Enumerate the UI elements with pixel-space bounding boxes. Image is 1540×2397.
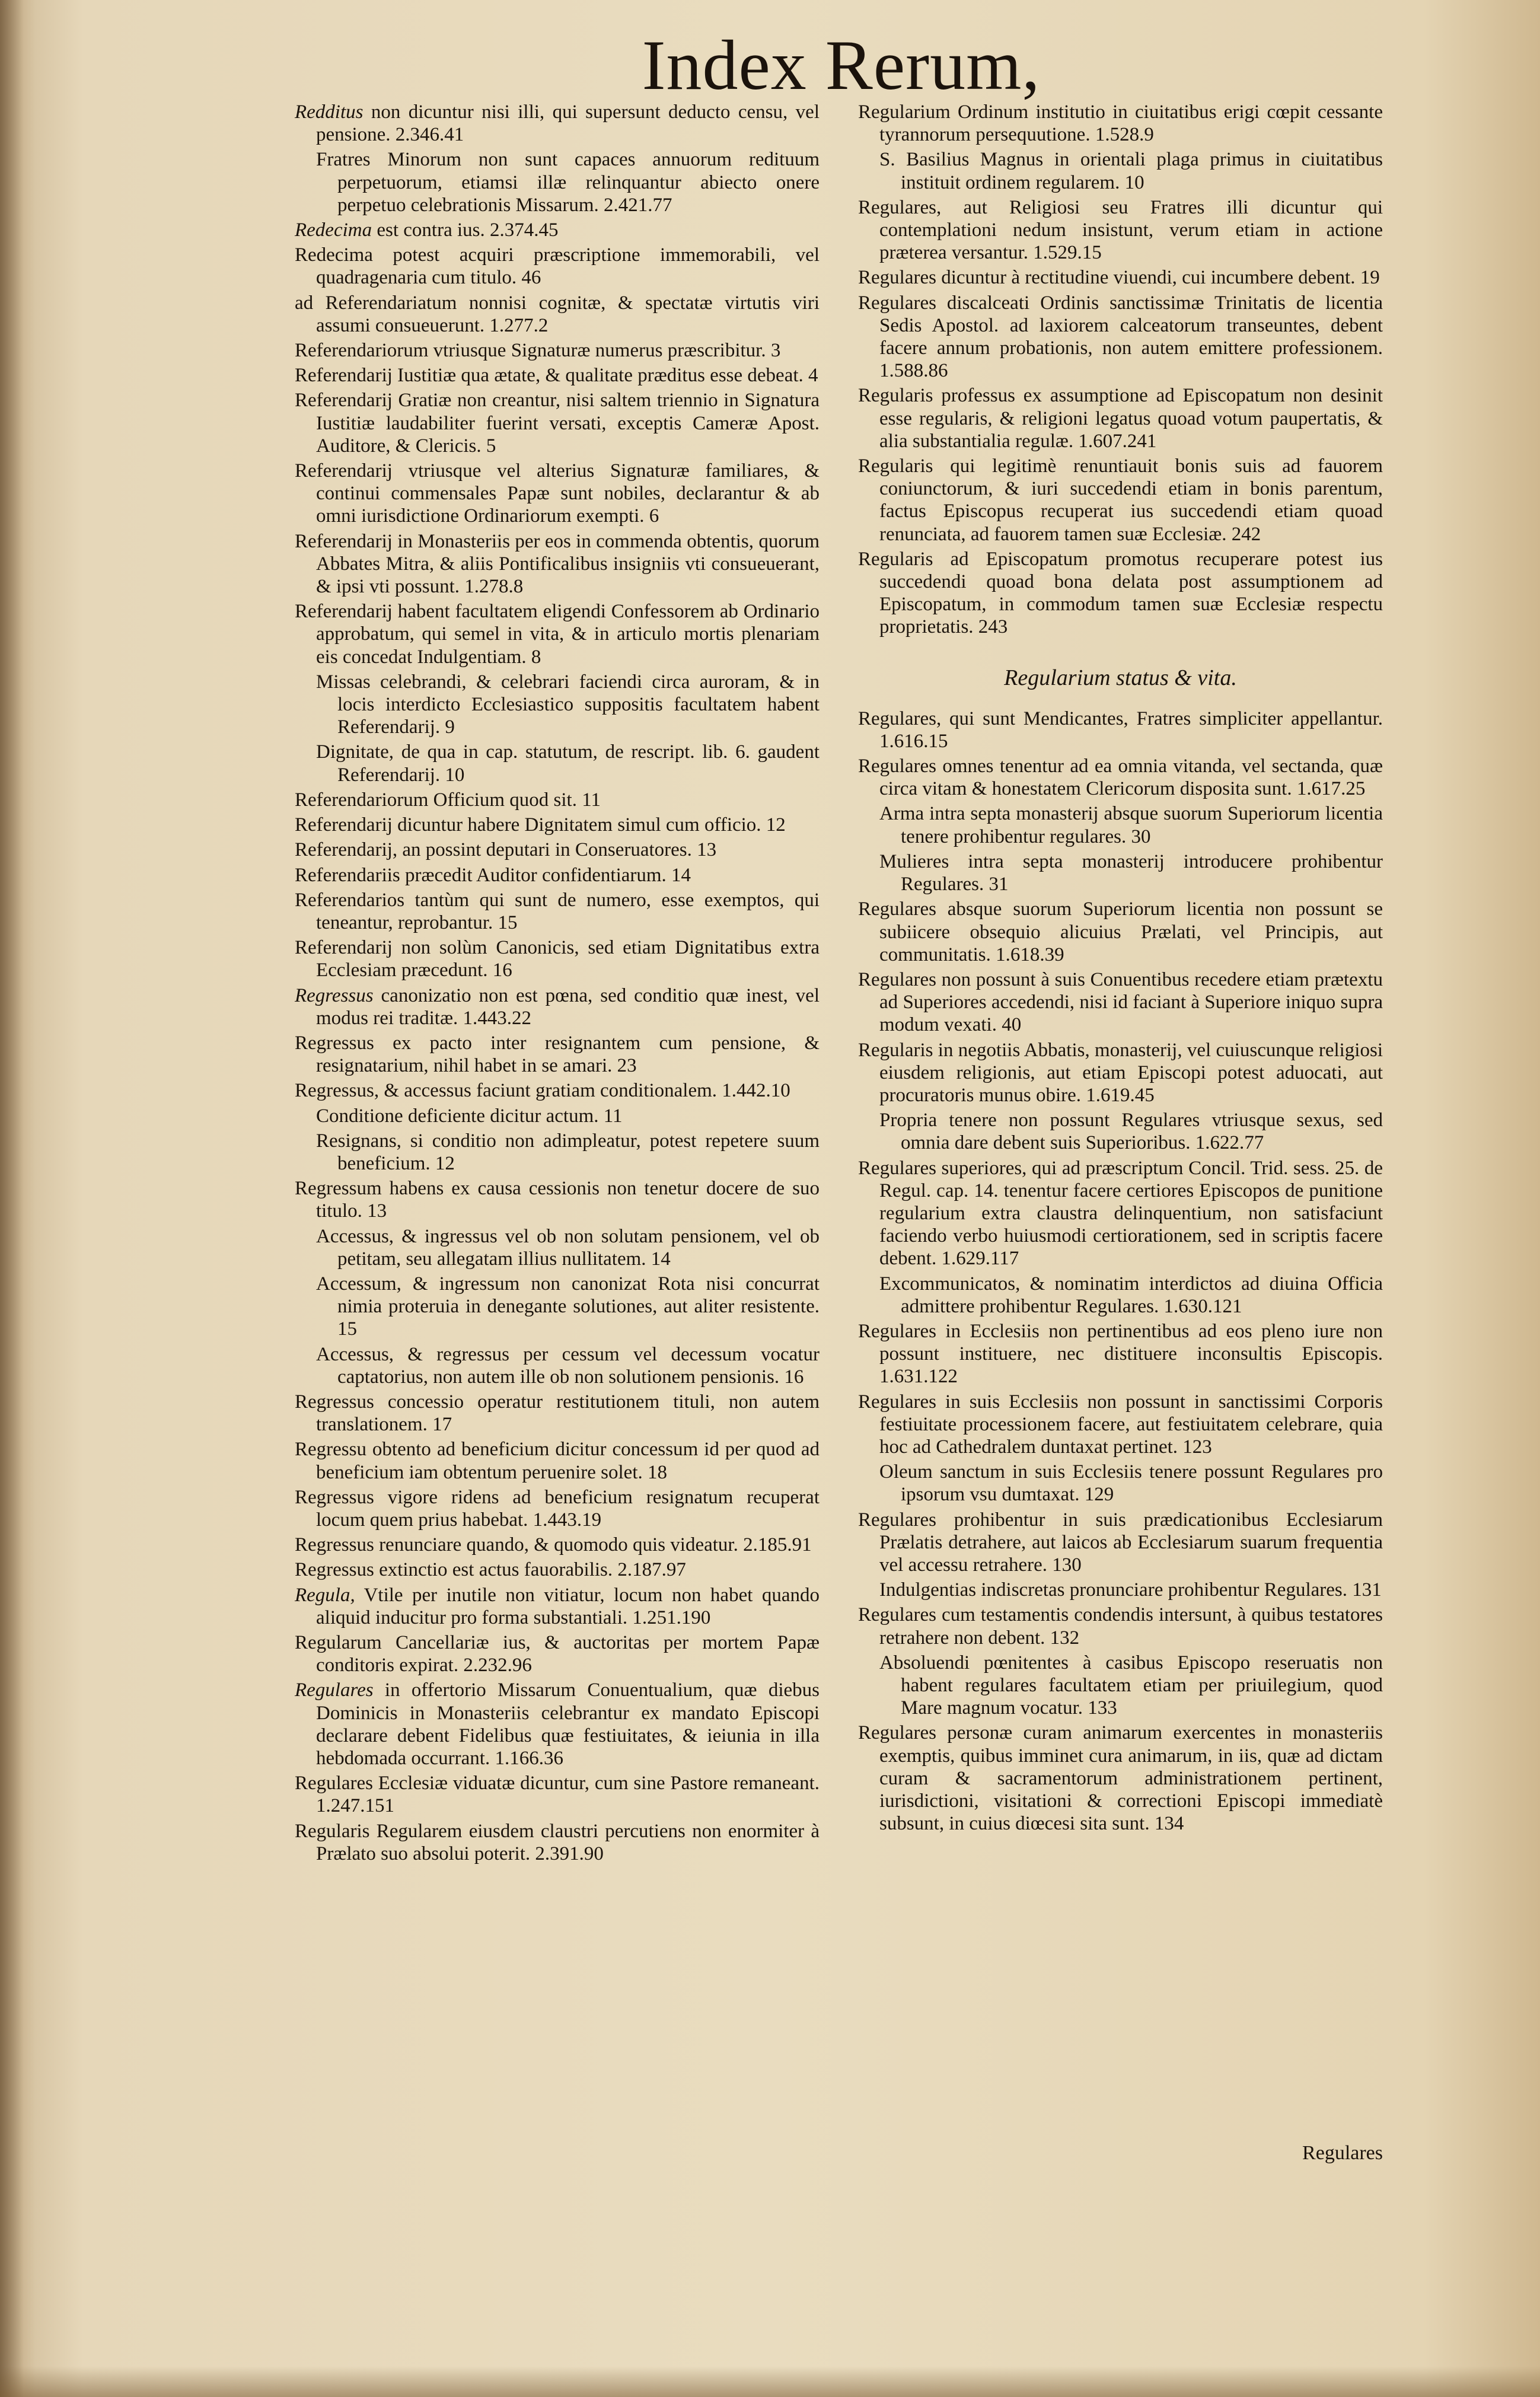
entry-text: Regularis qui legitimè renuntiauit bonis suis ad fauorem coniunctorum, & iuri succedendi etiam in bonis parentum, factus Episcopus recuperat ius succedendi etiam quoad renunciata, ad fauorem tamen suæ Ecclesiæ. 242 [858, 455, 1383, 545]
entry-text: Regulares cum testamentis condendis intersunt, à quibus testatores retrahere non debent. 132 [858, 1604, 1383, 1649]
entry-text: Regulares superiores, qui ad præscriptum Concil. Trid. sess. 25. de Regul. cap. 14. tenentur facere certiores Episcopos de punitione regularium extra claustra delinquentium, non satisfaciunt faciendo verbo huiusmodi certiorationem, sed in scriptis facere debent. 1.629.117 [858, 1157, 1383, 1270]
entry-text: Referendariis præcedit Auditor confidentiarum. 14 [295, 864, 691, 886]
entry-text: Referendariorum Officium quod sit. 11 [295, 789, 601, 811]
index-entry [858, 196, 1383, 264]
index-entry [858, 1039, 1383, 1107]
index-entry [295, 364, 820, 387]
index-entry [295, 1343, 820, 1388]
index-entry [295, 1584, 820, 1629]
entry-text: Regulares personæ curam animarum exercentes in monasteriis exemptis, quibus imminet cura animarum, in iis, quæ ad dictam curam & sacramentorum administrationem pertinent, iurisdictioni, visitationi & correctioni Episcopi immediatè subsunt, in cuius diœcesi sita sunt. 134 [858, 1722, 1383, 1835]
index-entry [858, 1273, 1383, 1318]
entry-text: Regulares in Ecclesiis non pertinentibus ad eos pleno iure non possunt instituere, nec distituere inconsultis Episcopis. 1.631.122 [858, 1320, 1383, 1388]
entry-text: Regularium Ordinum institutio in ciuitatibus erigi cœpit cessante tyrannorum persequutione. 1.528.9 [858, 101, 1383, 146]
index-entry [295, 219, 820, 241]
catchword: Regulares [1302, 2142, 1383, 2164]
entry-text: Referendarij non solùm Canonicis, sed etiam Dignitatibus extra Ecclesiam præcedunt. 16 [295, 937, 820, 981]
index-entry [295, 339, 820, 362]
entry-headword: Regulares [295, 1679, 374, 1701]
entry-text: Absoluendi pœnitentes à casibus Episcopo reseruatis non habent regulares facultatem etiam per priuilegium, quod Mare magnum vocatur. 133 [879, 1652, 1383, 1719]
index-entry [295, 244, 820, 289]
index-entry [858, 707, 1383, 753]
index-entry [858, 755, 1383, 800]
index-entry [858, 1579, 1383, 1601]
index-entry [295, 1079, 820, 1102]
index-entry [295, 671, 820, 739]
index-entry [295, 839, 820, 861]
entry-text: Regulares omnes tenentur ad ea omnia vitanda, vel sectanda, quæ circa vitam & honestatem Clericorum disposita sunt. 1.617.25 [858, 756, 1383, 800]
index-entry [295, 1820, 820, 1865]
entry-text: Excommunicatos, & nominatim interdictos ad diuina Officia admittere prohibentur Regulares. 1.630.121 [879, 1273, 1383, 1317]
index-entry [295, 148, 820, 216]
entry-text: Regressus ex pacto inter resignantem cum pensione, & resignatarium, nihil habet in se amari. 23 [295, 1032, 820, 1077]
index-entry [295, 741, 820, 786]
entry-text: Dignitate, de qua in cap. statutum, de rescript. lib. 6. gaudent Referendarij. 10 [316, 741, 820, 786]
entry-text: Regressus extinctio est actus fauorabilis. 2.187.97 [295, 1559, 686, 1581]
index-entry [858, 266, 1383, 289]
index-entry [295, 1177, 820, 1222]
entry-text: Referendarij Gratiæ non creantur, nisi saltem triennio in Signatura Iustitiæ laudabiliter fuerint versati, exceptis Cameræ Apost. Auditore, & Clericis. 5 [295, 390, 820, 457]
entry-text: Referendarij vtriusque vel alterius Signaturæ familiares, & continui commensales Papæ sunt nobiles, declarantur & ab omni iurisdictione Ordinariorum exempti. 6 [295, 460, 820, 527]
index-entry [295, 1486, 820, 1531]
entry-text: Fratres Minorum non sunt capaces annuorum redituum perpetuorum, etiamsi illæ relinquantur abiecto onere perpetuo celebrationis Missarum. 2.421.77 [316, 149, 820, 216]
entry-headword: Redditus [295, 101, 364, 123]
index-entry [858, 1722, 1383, 1835]
index-entry [858, 1157, 1383, 1270]
entry-text: Regularum Cancellariæ ius, & auctoritas per mortem Papæ conditoris expirat. 2.232.96 [295, 1632, 820, 1676]
index-entry [295, 814, 820, 836]
entry-text: Referendarij dicuntur habere Dignitatem simul cum officio. 12 [295, 814, 786, 836]
index-entry [295, 864, 820, 887]
entry-text: Regularis ad Episcopatum promotus recuperare potest ius succedendi quoad bona delata post assumptionem ad Episcopatum, in commodum tamen suæ Ecclesiæ respectu proprietatis. 243 [858, 548, 1383, 638]
entry-text: Mulieres intra septa monasterij introducere prohibentur Regulares. 31 [879, 850, 1383, 895]
index-entry [858, 148, 1383, 193]
entry-headword: Redecima [295, 219, 372, 241]
index-entry [295, 1130, 820, 1175]
index-entry [858, 1391, 1383, 1459]
index-entry [858, 384, 1383, 452]
entry-text: Indulgentias indiscretas pronunciare prohibentur Regulares. 131 [879, 1579, 1382, 1601]
entry-text: Referendarij in Monasteriis per eos in commenda obtentis, quorum Abbates Mitra, & aliis Pontificalibus insigniis vti consueuerant, & ipsi vti possunt. 1.278.8 [295, 530, 820, 598]
index-column-left [295, 101, 820, 1867]
index-column-right-bottom [858, 707, 1383, 1835]
entry-text: Regulares Ecclesiæ viduatæ dicuntur, cum sine Pastore remaneant. 1.247.151 [295, 1773, 820, 1817]
index-entry [858, 1652, 1383, 1720]
entry-text: canonizatio non est pœna, sed conditio quæ inest, vel modus rei traditæ. 1.443.22 [316, 984, 820, 1029]
entry-text: Regressum habens ex causa cessionis non tenetur docere de suo titulo. 13 [295, 1178, 820, 1222]
index-entry [858, 292, 1383, 383]
index-column-right-top [858, 101, 1383, 639]
entry-text: Oleum sanctum in suis Ecclesiis tenere possunt Regulares pro ipsorum vsu dumtaxat. 129 [879, 1461, 1383, 1506]
index-entry [295, 1105, 820, 1127]
index-entry [295, 530, 820, 598]
entry-text: Regressu obtento ad beneficium dicitur concessum id per quod ad beneficium iam obtentum peruenire solet. 18 [295, 1439, 820, 1483]
entry-text: S. Basilius Magnus in orientali plaga primus in ciuitatibus instituit ordinem regularem. 10 [879, 149, 1383, 193]
index-entry [295, 1273, 820, 1341]
entry-text: Regressus, & accessus faciunt gratiam conditionalem. 1.442.10 [295, 1080, 790, 1102]
entry-text: Regulares dicuntur à rectitudine viuendi, cui incumbere debent. 19 [858, 267, 1380, 289]
entry-text: Referendarij Iustitiæ qua ætate, & qualitate præditus esse debeat. 4 [295, 365, 818, 387]
entry-text: Regulares non possunt à suis Conuentibus recedere etiam prætextu ad Superiores accedendi, nisi id faciant à Superiore iniquo supra modum vexati. 40 [858, 968, 1383, 1036]
index-entry [858, 898, 1383, 966]
entry-headword: Regressus [295, 984, 374, 1006]
entry-text: Regularis in negotiis Abbatis, monasterij, vel cuiuscunque religiosi eiusdem religionis, aut etiam Episcopi potest aduocati, aut procuratoris munus obire. 1.619.45 [858, 1039, 1383, 1106]
entry-text: Regressus vigore ridens ad beneficium resignatum recuperat locum quem prius habebat. 1.443.19 [295, 1486, 820, 1531]
entry-text: Regulares absque suorum Superiorum licentia non possunt se subiicere obsequio alicuius Prælati, vel Principis, aut communitatis. 1.618.39 [858, 898, 1383, 965]
entry-text: Referendarij, an possint deputari in Conseruatores. 13 [295, 839, 717, 861]
entry-text: Regressus concessio operatur restitutionem tituli, non autem translationem. 17 [295, 1391, 820, 1436]
entry-text: Arma intra septa monasterij absque suorum Superiorum licentia tenere prohibentur regulares. 30 [879, 803, 1383, 847]
entry-text: in offertorio Missarum Conuentualium, quæ diebus Dominicis in Monasteriis celebrantur ex mandato Episcopi declarare debent Fidelibus quæ festiuitates, & ieiunia in illa hebdomada occurrant. 1.166.36 [316, 1679, 820, 1770]
index-entry [295, 1631, 820, 1676]
index-entry [858, 455, 1383, 546]
entry-text: Propria tenere non possunt Regulares vtriusque sexus, sed omnia dare debent suis Superioribus. 1.622.77 [879, 1110, 1383, 1154]
index-entry [295, 1558, 820, 1581]
page-bottom-edge [0, 2366, 1540, 2397]
index-entry [295, 460, 820, 528]
index-entry [295, 1032, 820, 1077]
index-entry [858, 1604, 1383, 1649]
index-entry [295, 1225, 820, 1270]
index-entry [295, 984, 820, 1029]
entry-text: Regulares prohibentur in suis prædicationibus Ecclesiarum Prælatis detrahere, aut laicos ab Ecclesiarum suarum frequentia vel accessu retrahere. 130 [858, 1509, 1383, 1576]
index-entry [295, 1438, 820, 1483]
entry-text: Accessus, & regressus per cessum vel decessum vocatur captatorius, non autem ille ob non solutionem pensionis. 16 [316, 1343, 820, 1388]
entry-text: Referendarij habent facultatem eligendi Confessorem ab Ordinario approbatum, qui semel in vita, & in articulo mortis plenariam eis concedat Indulgentiam. 8 [295, 601, 820, 668]
entry-text: Resignans, si conditio non adimpleatur, potest repetere suum beneficium. 12 [316, 1130, 820, 1174]
entry-text: Referendarios tantùm qui sunt de numero, esse exemptos, qui teneantur, reprobantur. 15 [295, 889, 820, 933]
index-entry [295, 292, 820, 337]
entry-text: Regulares in suis Ecclesiis non possunt in sanctissimi Corporis festiuitate processionem facere, aut festiuitatem celebrare, quia hoc ad Cathedralem duntaxat pertinet. 123 [858, 1391, 1383, 1458]
index-entry [858, 548, 1383, 639]
entry-text: Regularis Regularem eiusdem claustri percutiens non enormiter à Prælato suo absolui poterit. 2.391.90 [295, 1820, 820, 1864]
section-heading: Regularium status & vita. [1004, 665, 1237, 690]
entry-text: Missas celebrandi, & celebrari faciendi circa auroram, & in locis interdicto Ecclesiastico suppositis facultatem habent Referendarij. 9 [316, 671, 820, 738]
page-title: Index Rerum, [642, 26, 1041, 104]
index-entry [295, 1772, 820, 1817]
index-entry [295, 889, 820, 934]
entry-text: Accessum, & ingressum non canonizat Rota nisi concurrat nimia proteruia in denegante solutiones, aut aliter resistente. 15 [316, 1273, 820, 1340]
entry-text: Conditione deficiente dicitur actum. 11 [316, 1105, 623, 1127]
index-entry [858, 1109, 1383, 1154]
entry-headword: Regula, [295, 1584, 355, 1606]
entry-text: Regularis professus ex assumptione ad Episcopatum non desinit esse regularis, & religioni legatus quoad votum paupertatis, & alia substantialia regulæ. 1.607.241 [858, 385, 1383, 452]
index-entry [295, 1391, 820, 1436]
entry-text: Redecima potest acquiri præscriptione immemorabili, vel quadragenaria cum titulo. 46 [295, 244, 820, 289]
index-entry [295, 1534, 820, 1556]
index-entry [858, 1320, 1383, 1388]
entry-text: Accessus, & ingressus vel ob non solutam pensionem, vel ob petitam, seu allegatam illius nullitatem. 14 [316, 1225, 820, 1270]
index-entry [858, 802, 1383, 847]
index-entry [295, 101, 820, 146]
index-entry [858, 968, 1383, 1037]
entry-text: non dicuntur nisi illi, qui supersunt deducto censu, vel pensione. 2.346.41 [316, 101, 820, 146]
index-entry [858, 1509, 1383, 1577]
entry-text: Referendariorum vtriusque Signaturæ numerus præscribitur. 3 [295, 340, 781, 362]
entry-text: Regressus renunciare quando, & quomodo quis videatur. 2.185.91 [295, 1534, 812, 1556]
binding-shadow [0, 0, 24, 2397]
index-entry [295, 936, 820, 981]
entry-text: Regulares discalceati Ordinis sanctissimæ Trinitatis de licentia Sedis Apostol. ad laxiorem calceatorum transeuntes, debent facere annum probationis, non autem emittere professionem. 1.588.86 [858, 292, 1383, 382]
index-entry [295, 789, 820, 811]
entry-text: Vtile per inutile non vitiatur, locum non habet quando aliquid inducitur pro forma substantiali. 1.251.190 [316, 1584, 820, 1628]
index-column-right [858, 101, 1383, 1837]
index-entry [295, 1679, 820, 1770]
entry-text: est contra ius. 2.374.45 [372, 219, 559, 241]
entry-text: Regulares, qui sunt Mendicantes, Fratres simpliciter appellantur. 1.616.15 [858, 707, 1383, 752]
index-entry [858, 1461, 1383, 1506]
index-entry [858, 101, 1383, 146]
entry-text: Regulares, aut Religiosi seu Fratres illi dicuntur qui contemplationi nedum insistunt, verum etiam in actione præterea versantur. 1.529.15 [858, 196, 1383, 264]
index-entry [295, 600, 820, 668]
entry-text: ad Referendariatum nonnisi cognitæ, & spectatæ virtutis viri assumi consueuerunt. 1.277.2 [295, 292, 820, 336]
index-entry [295, 389, 820, 457]
index-entry [858, 850, 1383, 895]
